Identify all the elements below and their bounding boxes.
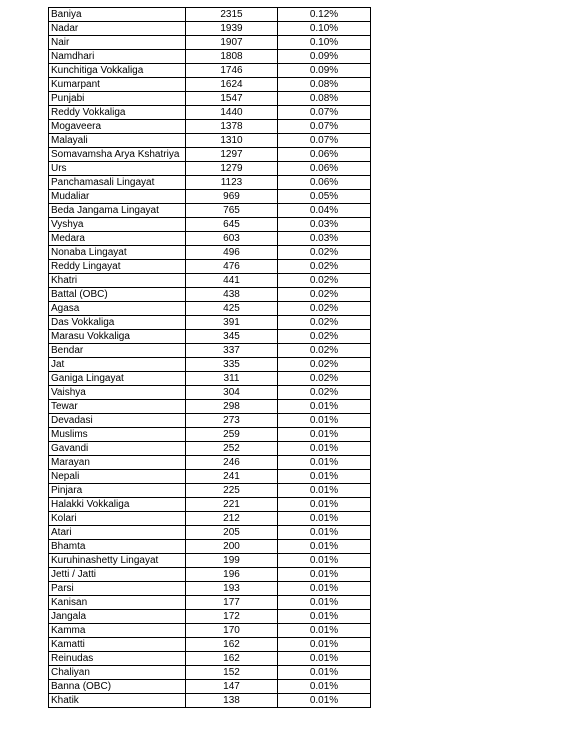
population-count-cell: 304 [186, 386, 278, 400]
population-count-cell: 345 [186, 330, 278, 344]
table-row [49, 414, 371, 428]
population-percent-cell: 0.01% [278, 484, 371, 498]
community-name-cell: Panchamasali Lingayat [49, 176, 186, 190]
population-percent-cell: 0.01% [278, 512, 371, 526]
table-row [49, 316, 371, 330]
table-row [49, 218, 371, 232]
population-count-cell: 152 [186, 666, 278, 680]
population-count-cell: 335 [186, 358, 278, 372]
population-count-cell: 170 [186, 624, 278, 638]
population-percent-cell: 0.01% [278, 540, 371, 554]
community-name-cell: Malayali [49, 134, 186, 148]
community-name-cell: Agasa [49, 302, 186, 316]
community-name-cell: Banna (OBC) [49, 680, 186, 694]
population-count-cell: 1746 [186, 64, 278, 78]
community-name-cell: Reinudas [49, 652, 186, 666]
table-row [49, 302, 371, 316]
population-percent-cell: 0.02% [278, 316, 371, 330]
table-body [49, 8, 371, 708]
community-name-cell: Reddy Lingayat [49, 260, 186, 274]
population-count-cell: 199 [186, 554, 278, 568]
table-row [49, 344, 371, 358]
population-percent-cell: 0.02% [278, 288, 371, 302]
table-row [49, 36, 371, 50]
population-percent-cell: 0.03% [278, 218, 371, 232]
population-percent-cell: 0.02% [278, 358, 371, 372]
population-count-cell: 1310 [186, 134, 278, 148]
population-percent-cell: 0.02% [278, 274, 371, 288]
population-count-cell: 259 [186, 428, 278, 442]
population-percent-cell: 0.01% [278, 568, 371, 582]
population-count-cell: 196 [186, 568, 278, 582]
population-count-cell: 246 [186, 456, 278, 470]
table-row [49, 120, 371, 134]
community-name-cell: Marayan [49, 456, 186, 470]
community-name-cell: Gavandi [49, 442, 186, 456]
community-name-cell: Vyshya [49, 218, 186, 232]
population-percent-cell: 0.07% [278, 106, 371, 120]
population-count-cell: 1123 [186, 176, 278, 190]
table-row [49, 288, 371, 302]
community-name-cell: Mogaveera [49, 120, 186, 134]
population-percent-cell: 0.06% [278, 176, 371, 190]
table-row [49, 22, 371, 36]
community-name-cell: Nepali [49, 470, 186, 484]
community-name-cell: Nair [49, 36, 186, 50]
population-count-cell: 441 [186, 274, 278, 288]
population-count-cell: 205 [186, 526, 278, 540]
table-row [49, 400, 371, 414]
table-row [49, 652, 371, 666]
table-row [49, 680, 371, 694]
community-name-cell: Kamatti [49, 638, 186, 652]
community-population-table [48, 7, 371, 708]
population-count-cell: 1624 [186, 78, 278, 92]
population-percent-cell: 0.12% [278, 8, 371, 22]
table-row [49, 64, 371, 78]
population-count-cell: 252 [186, 442, 278, 456]
table-row [49, 274, 371, 288]
population-count-cell: 2315 [186, 8, 278, 22]
community-name-cell: Baniya [49, 8, 186, 22]
table-row [49, 624, 371, 638]
community-name-cell: Khatik [49, 694, 186, 708]
table-row [49, 456, 371, 470]
population-percent-cell: 0.02% [278, 260, 371, 274]
population-percent-cell: 0.08% [278, 92, 371, 106]
population-count-cell: 221 [186, 498, 278, 512]
community-name-cell: Marasu Vokkaliga [49, 330, 186, 344]
table-row [49, 512, 371, 526]
population-percent-cell: 0.01% [278, 428, 371, 442]
population-count-cell: 337 [186, 344, 278, 358]
population-percent-cell: 0.01% [278, 414, 371, 428]
population-percent-cell: 0.01% [278, 582, 371, 596]
community-name-cell: Kolari [49, 512, 186, 526]
community-name-cell: Devadasi [49, 414, 186, 428]
population-percent-cell: 0.02% [278, 372, 371, 386]
community-name-cell: Tewar [49, 400, 186, 414]
population-count-cell: 1547 [186, 92, 278, 106]
population-count-cell: 162 [186, 638, 278, 652]
community-name-cell: Jetti / Jatti [49, 568, 186, 582]
community-name-cell: Bendar [49, 344, 186, 358]
population-percent-cell: 0.07% [278, 134, 371, 148]
table-row [49, 666, 371, 680]
population-count-cell: 969 [186, 190, 278, 204]
population-percent-cell: 0.01% [278, 470, 371, 484]
population-count-cell: 603 [186, 232, 278, 246]
community-name-cell: Kumarpant [49, 78, 186, 92]
community-name-cell: Mudaliar [49, 190, 186, 204]
community-name-cell: Jangala [49, 610, 186, 624]
community-name-cell: Beda Jangama Lingayat [49, 204, 186, 218]
table-row [49, 442, 371, 456]
population-count-cell: 311 [186, 372, 278, 386]
population-count-cell: 298 [186, 400, 278, 414]
population-percent-cell: 0.10% [278, 36, 371, 50]
community-name-cell: Parsi [49, 582, 186, 596]
population-count-cell: 1297 [186, 148, 278, 162]
table-row [49, 148, 371, 162]
community-name-cell: Kuruhinashetty Lingayat [49, 554, 186, 568]
community-name-cell: Urs [49, 162, 186, 176]
community-name-cell: Muslims [49, 428, 186, 442]
population-count-cell: 212 [186, 512, 278, 526]
population-percent-cell: 0.01% [278, 652, 371, 666]
community-name-cell: Kamma [49, 624, 186, 638]
table-row [49, 694, 371, 708]
population-percent-cell: 0.07% [278, 120, 371, 134]
table-row [49, 470, 371, 484]
population-count-cell: 765 [186, 204, 278, 218]
population-count-cell: 241 [186, 470, 278, 484]
population-percent-cell: 0.09% [278, 50, 371, 64]
population-count-cell: 476 [186, 260, 278, 274]
community-name-cell: Battal (OBC) [49, 288, 186, 302]
population-percent-cell: 0.01% [278, 694, 371, 708]
population-count-cell: 177 [186, 596, 278, 610]
community-name-cell: Jat [49, 358, 186, 372]
population-count-cell: 425 [186, 302, 278, 316]
population-count-cell: 438 [186, 288, 278, 302]
community-name-cell: Namdhari [49, 50, 186, 64]
table-row [49, 554, 371, 568]
population-count-cell: 496 [186, 246, 278, 260]
population-count-cell: 162 [186, 652, 278, 666]
population-count-cell: 1907 [186, 36, 278, 50]
population-percent-cell: 0.01% [278, 526, 371, 540]
community-name-cell: Das Vokkaliga [49, 316, 186, 330]
table-row [49, 50, 371, 64]
table-row [49, 232, 371, 246]
population-percent-cell: 0.01% [278, 400, 371, 414]
table-row [49, 484, 371, 498]
population-count-cell: 1440 [186, 106, 278, 120]
community-table-container [48, 7, 370, 708]
population-percent-cell: 0.01% [278, 554, 371, 568]
community-name-cell: Ganiga Lingayat [49, 372, 186, 386]
community-name-cell: Reddy Vokkaliga [49, 106, 186, 120]
table-row [49, 428, 371, 442]
population-count-cell: 273 [186, 414, 278, 428]
population-percent-cell: 0.02% [278, 386, 371, 400]
population-percent-cell: 0.06% [278, 148, 371, 162]
population-percent-cell: 0.01% [278, 624, 371, 638]
table-row [49, 610, 371, 624]
community-name-cell: Atari [49, 526, 186, 540]
community-name-cell: Khatri [49, 274, 186, 288]
population-percent-cell: 0.01% [278, 638, 371, 652]
table-row [49, 568, 371, 582]
table-row [49, 260, 371, 274]
table-row [49, 386, 371, 400]
population-percent-cell: 0.01% [278, 666, 371, 680]
table-row [49, 638, 371, 652]
population-percent-cell: 0.10% [278, 22, 371, 36]
table-row [49, 526, 371, 540]
population-percent-cell: 0.01% [278, 610, 371, 624]
population-count-cell: 193 [186, 582, 278, 596]
table-row [49, 8, 371, 22]
community-name-cell: Pinjara [49, 484, 186, 498]
population-count-cell: 200 [186, 540, 278, 554]
community-name-cell: Nonaba Lingayat [49, 246, 186, 260]
population-percent-cell: 0.01% [278, 456, 371, 470]
population-percent-cell: 0.01% [278, 498, 371, 512]
community-name-cell: Vaishya [49, 386, 186, 400]
population-percent-cell: 0.01% [278, 680, 371, 694]
table-row [49, 246, 371, 260]
community-name-cell: Somavamsha Arya Kshatriya [49, 148, 186, 162]
table-row [49, 78, 371, 92]
table-row [49, 498, 371, 512]
population-count-cell: 391 [186, 316, 278, 330]
table-row [49, 176, 371, 190]
table-row [49, 596, 371, 610]
population-count-cell: 138 [186, 694, 278, 708]
population-count-cell: 1279 [186, 162, 278, 176]
population-percent-cell: 0.02% [278, 246, 371, 260]
community-name-cell: Nadar [49, 22, 186, 36]
community-name-cell: Chaliyan [49, 666, 186, 680]
population-count-cell: 645 [186, 218, 278, 232]
population-percent-cell: 0.09% [278, 64, 371, 78]
community-name-cell: Kanisan [49, 596, 186, 610]
community-name-cell: Kunchitiga Vokkaliga [49, 64, 186, 78]
table-row [49, 582, 371, 596]
population-percent-cell: 0.08% [278, 78, 371, 92]
community-name-cell: Medara [49, 232, 186, 246]
table-row [49, 330, 371, 344]
population-count-cell: 225 [186, 484, 278, 498]
population-percent-cell: 0.03% [278, 232, 371, 246]
population-count-cell: 1808 [186, 50, 278, 64]
table-row [49, 358, 371, 372]
community-name-cell: Punjabi [49, 92, 186, 106]
population-percent-cell: 0.01% [278, 596, 371, 610]
population-count-cell: 147 [186, 680, 278, 694]
population-percent-cell: 0.06% [278, 162, 371, 176]
community-name-cell: Halakki Vokkaliga [49, 498, 186, 512]
table-row [49, 162, 371, 176]
table-row [49, 92, 371, 106]
community-name-cell: Bhamta [49, 540, 186, 554]
table-row [49, 134, 371, 148]
table-row [49, 190, 371, 204]
table-row [49, 540, 371, 554]
population-count-cell: 1378 [186, 120, 278, 134]
population-percent-cell: 0.02% [278, 330, 371, 344]
table-row [49, 372, 371, 386]
population-percent-cell: 0.04% [278, 204, 371, 218]
population-percent-cell: 0.01% [278, 442, 371, 456]
table-row [49, 204, 371, 218]
population-percent-cell: 0.02% [278, 344, 371, 358]
population-percent-cell: 0.05% [278, 190, 371, 204]
population-percent-cell: 0.02% [278, 302, 371, 316]
population-count-cell: 1939 [186, 22, 278, 36]
population-count-cell: 172 [186, 610, 278, 624]
table-row [49, 106, 371, 120]
